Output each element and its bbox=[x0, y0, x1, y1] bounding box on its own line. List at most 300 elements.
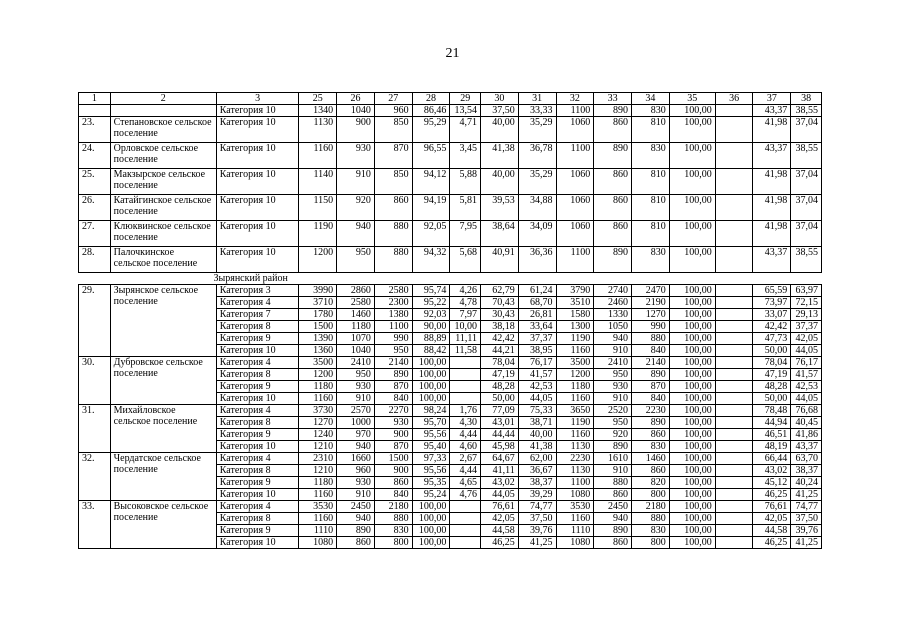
value-cell: 41,86 bbox=[791, 429, 822, 441]
settlement-name: Степановское сельское поселение bbox=[110, 117, 216, 143]
value-cell: 1040 bbox=[337, 105, 375, 117]
value-cell: 38,55 bbox=[791, 105, 822, 117]
value-cell: 36,78 bbox=[518, 143, 556, 169]
header-row bbox=[79, 93, 822, 105]
value-cell: 2520 bbox=[594, 405, 632, 417]
value-cell: 94,12 bbox=[412, 169, 450, 195]
value-cell: 48,28 bbox=[481, 381, 519, 393]
district-name: Зырянский район bbox=[79, 273, 822, 285]
value-cell: 100,00 bbox=[669, 321, 715, 333]
value-cell: 100,00 bbox=[412, 369, 450, 381]
value-cell: 38,37 bbox=[791, 465, 822, 477]
value-cell: 2230 bbox=[556, 453, 594, 465]
value-cell: 40,24 bbox=[791, 477, 822, 489]
value-cell bbox=[715, 465, 753, 477]
value-cell: 1580 bbox=[556, 309, 594, 321]
value-cell: 3730 bbox=[299, 405, 337, 417]
value-cell: 950 bbox=[337, 369, 375, 381]
value-cell: 1180 bbox=[299, 381, 337, 393]
value-cell: 800 bbox=[374, 537, 412, 549]
value-cell: 960 bbox=[337, 465, 375, 477]
value-cell: 1150 bbox=[299, 195, 337, 221]
value-cell: 45,98 bbox=[481, 441, 519, 453]
table-row bbox=[79, 501, 822, 513]
settlement-number: 29. bbox=[79, 285, 111, 357]
value-cell: 40,91 bbox=[481, 247, 519, 273]
value-cell: 38,71 bbox=[518, 417, 556, 429]
value-cell: 2450 bbox=[594, 501, 632, 513]
header-cell: 3 bbox=[216, 93, 299, 105]
value-cell: 10,00 bbox=[450, 321, 481, 333]
value-cell: 98,24 bbox=[412, 405, 450, 417]
value-cell: 1190 bbox=[299, 221, 337, 247]
settlement-name: Макзырское сельское поселение bbox=[110, 169, 216, 195]
value-cell: 50,00 bbox=[481, 393, 519, 405]
value-cell bbox=[715, 143, 753, 169]
value-cell: 900 bbox=[374, 465, 412, 477]
value-cell: 2580 bbox=[337, 297, 375, 309]
value-cell: 1100 bbox=[374, 321, 412, 333]
header-cell: 37 bbox=[753, 93, 791, 105]
table-row bbox=[79, 143, 822, 169]
value-cell: 860 bbox=[594, 195, 632, 221]
value-cell: 11,11 bbox=[450, 333, 481, 345]
value-cell: 900 bbox=[374, 429, 412, 441]
category-cell: Категория 8 bbox=[216, 417, 299, 429]
value-cell: 48,28 bbox=[753, 381, 791, 393]
value-cell: 1160 bbox=[299, 489, 337, 501]
settlement-name: Высоковское сельское поселение bbox=[110, 501, 216, 549]
value-cell: 1160 bbox=[556, 429, 594, 441]
value-cell: 30,43 bbox=[481, 309, 519, 321]
value-cell: 1460 bbox=[337, 309, 375, 321]
value-cell: 95,35 bbox=[412, 477, 450, 489]
category-cell: Категория 4 bbox=[216, 357, 299, 369]
table-row bbox=[79, 195, 822, 221]
category-cell: Категория 10 bbox=[216, 247, 299, 273]
value-cell: 40,45 bbox=[791, 417, 822, 429]
value-cell: 1340 bbox=[299, 105, 337, 117]
value-cell: 63,97 bbox=[791, 285, 822, 297]
settlement-number: 23. bbox=[79, 117, 111, 143]
value-cell: 11,58 bbox=[450, 345, 481, 357]
value-cell: 5,88 bbox=[450, 169, 481, 195]
value-cell: 4,65 bbox=[450, 477, 481, 489]
value-cell: 1270 bbox=[299, 417, 337, 429]
value-cell: 2740 bbox=[594, 285, 632, 297]
value-cell bbox=[715, 429, 753, 441]
value-cell: 1160 bbox=[556, 345, 594, 357]
value-cell bbox=[715, 381, 753, 393]
value-cell: 100,00 bbox=[412, 537, 450, 549]
category-cell: Категория 10 bbox=[216, 143, 299, 169]
value-cell: 62,79 bbox=[481, 285, 519, 297]
category-cell: Категория 4 bbox=[216, 453, 299, 465]
value-cell: 990 bbox=[632, 321, 670, 333]
value-cell bbox=[715, 297, 753, 309]
value-cell: 1100 bbox=[556, 105, 594, 117]
value-cell: 1130 bbox=[556, 441, 594, 453]
value-cell bbox=[450, 513, 481, 525]
value-cell: 2410 bbox=[337, 357, 375, 369]
value-cell: 47,73 bbox=[753, 333, 791, 345]
settlement-number: 33. bbox=[79, 501, 111, 549]
value-cell: 900 bbox=[337, 117, 375, 143]
value-cell: 94,32 bbox=[412, 247, 450, 273]
value-cell: 2180 bbox=[632, 501, 670, 513]
value-cell: 46,25 bbox=[753, 489, 791, 501]
value-cell: 34,09 bbox=[518, 221, 556, 247]
value-cell: 940 bbox=[337, 513, 375, 525]
value-cell: 4,30 bbox=[450, 417, 481, 429]
value-cell: 810 bbox=[632, 195, 670, 221]
table-row bbox=[79, 247, 822, 273]
value-cell: 1160 bbox=[299, 143, 337, 169]
value-cell: 1050 bbox=[594, 321, 632, 333]
value-cell: 41,98 bbox=[753, 221, 791, 247]
value-cell: 63,70 bbox=[791, 453, 822, 465]
category-cell: Категория 8 bbox=[216, 513, 299, 525]
value-cell: 3500 bbox=[299, 357, 337, 369]
value-cell: 39,29 bbox=[518, 489, 556, 501]
value-cell: 33,64 bbox=[518, 321, 556, 333]
table-row bbox=[79, 117, 822, 143]
header-cell: 1 bbox=[79, 93, 111, 105]
value-cell: 860 bbox=[632, 465, 670, 477]
value-cell bbox=[715, 117, 753, 143]
value-cell: 38,55 bbox=[791, 247, 822, 273]
value-cell: 1160 bbox=[556, 393, 594, 405]
value-cell: 5,81 bbox=[450, 195, 481, 221]
tariff-table bbox=[78, 92, 822, 549]
value-cell: 37,04 bbox=[791, 117, 822, 143]
value-cell: 47,19 bbox=[753, 369, 791, 381]
value-cell: 37,04 bbox=[791, 221, 822, 247]
value-cell: 830 bbox=[632, 105, 670, 117]
value-cell: 4,78 bbox=[450, 297, 481, 309]
value-cell: 41,98 bbox=[753, 195, 791, 221]
value-cell: 1060 bbox=[556, 117, 594, 143]
category-cell: Категория 8 bbox=[216, 369, 299, 381]
value-cell: 100,00 bbox=[412, 513, 450, 525]
value-cell: 3530 bbox=[556, 501, 594, 513]
value-cell: 840 bbox=[632, 345, 670, 357]
value-cell: 870 bbox=[374, 143, 412, 169]
value-cell: 830 bbox=[632, 525, 670, 537]
category-cell: Категория 10 bbox=[216, 169, 299, 195]
value-cell: 3990 bbox=[299, 285, 337, 297]
value-cell bbox=[450, 393, 481, 405]
value-cell: 910 bbox=[594, 393, 632, 405]
value-cell: 1210 bbox=[299, 441, 337, 453]
value-cell: 860 bbox=[594, 489, 632, 501]
value-cell: 2470 bbox=[632, 285, 670, 297]
value-cell: 95,56 bbox=[412, 429, 450, 441]
value-cell: 950 bbox=[594, 417, 632, 429]
value-cell: 46,25 bbox=[753, 537, 791, 549]
value-cell: 940 bbox=[594, 513, 632, 525]
value-cell: 2190 bbox=[632, 297, 670, 309]
value-cell: 94,19 bbox=[412, 195, 450, 221]
value-cell: 95,56 bbox=[412, 465, 450, 477]
value-cell: 1500 bbox=[299, 321, 337, 333]
value-cell: 950 bbox=[594, 369, 632, 381]
value-cell: 42,42 bbox=[481, 333, 519, 345]
value-cell: 37,04 bbox=[791, 169, 822, 195]
value-cell: 100,00 bbox=[669, 537, 715, 549]
value-cell: 92,05 bbox=[412, 221, 450, 247]
value-cell: 920 bbox=[594, 429, 632, 441]
page-number: 21 bbox=[445, 46, 460, 61]
value-cell: 95,29 bbox=[412, 117, 450, 143]
value-cell bbox=[715, 417, 753, 429]
value-cell: 43,37 bbox=[753, 105, 791, 117]
value-cell bbox=[715, 501, 753, 513]
settlement-name: Орловское сельское поселение bbox=[110, 143, 216, 169]
value-cell: 910 bbox=[337, 393, 375, 405]
settlement-name: Клюквинское сельское поселение bbox=[110, 221, 216, 247]
value-cell bbox=[715, 441, 753, 453]
value-cell: 33,33 bbox=[518, 105, 556, 117]
category-cell: Категория 9 bbox=[216, 477, 299, 489]
value-cell: 77,09 bbox=[481, 405, 519, 417]
value-cell: 810 bbox=[632, 169, 670, 195]
value-cell: 870 bbox=[374, 381, 412, 393]
value-cell: 44,44 bbox=[481, 429, 519, 441]
value-cell: 44,05 bbox=[791, 345, 822, 357]
value-cell bbox=[715, 369, 753, 381]
value-cell: 64,67 bbox=[481, 453, 519, 465]
value-cell: 50,00 bbox=[753, 393, 791, 405]
value-cell: 1210 bbox=[299, 465, 337, 477]
value-cell: 42,53 bbox=[518, 381, 556, 393]
category-cell: Категория 4 bbox=[216, 501, 299, 513]
value-cell: 890 bbox=[632, 417, 670, 429]
value-cell: 44,21 bbox=[481, 345, 519, 357]
value-cell: 90,00 bbox=[412, 321, 450, 333]
value-cell: 33,07 bbox=[753, 309, 791, 321]
value-cell: 870 bbox=[632, 381, 670, 393]
table-body bbox=[79, 93, 822, 549]
value-cell: 2230 bbox=[632, 405, 670, 417]
value-cell: 100,00 bbox=[669, 501, 715, 513]
value-cell: 890 bbox=[594, 247, 632, 273]
value-cell: 76,17 bbox=[791, 357, 822, 369]
settlement-number: 25. bbox=[79, 169, 111, 195]
value-cell: 41,11 bbox=[481, 465, 519, 477]
value-cell: 950 bbox=[374, 345, 412, 357]
value-cell: 1100 bbox=[556, 143, 594, 169]
value-cell: 1160 bbox=[556, 513, 594, 525]
header-cell: 31 bbox=[518, 93, 556, 105]
value-cell: 40,00 bbox=[481, 117, 519, 143]
value-cell bbox=[450, 501, 481, 513]
value-cell: 2860 bbox=[337, 285, 375, 297]
value-cell: 1660 bbox=[337, 453, 375, 465]
value-cell bbox=[715, 525, 753, 537]
value-cell: 74,77 bbox=[518, 501, 556, 513]
category-cell: Категория 3 bbox=[216, 285, 299, 297]
value-cell: 36,67 bbox=[518, 465, 556, 477]
value-cell: 34,88 bbox=[518, 195, 556, 221]
category-cell: Категория 10 bbox=[216, 393, 299, 405]
value-cell: 860 bbox=[594, 537, 632, 549]
value-cell: 100,00 bbox=[669, 369, 715, 381]
value-cell: 880 bbox=[374, 513, 412, 525]
value-cell: 100,00 bbox=[669, 393, 715, 405]
category-cell: Категория 10 bbox=[216, 117, 299, 143]
value-cell: 1270 bbox=[632, 309, 670, 321]
value-cell bbox=[450, 357, 481, 369]
value-cell: 44,05 bbox=[481, 489, 519, 501]
value-cell: 88,89 bbox=[412, 333, 450, 345]
value-cell: 100,00 bbox=[669, 453, 715, 465]
value-cell: 1390 bbox=[299, 333, 337, 345]
value-cell: 70,43 bbox=[481, 297, 519, 309]
category-cell: Категория 8 bbox=[216, 321, 299, 333]
value-cell: 4,71 bbox=[450, 117, 481, 143]
value-cell: 860 bbox=[374, 477, 412, 489]
value-cell: 100,00 bbox=[669, 465, 715, 477]
value-cell: 76,61 bbox=[481, 501, 519, 513]
value-cell: 5,68 bbox=[450, 247, 481, 273]
value-cell: 41,25 bbox=[518, 537, 556, 549]
value-cell bbox=[715, 321, 753, 333]
value-cell: 7,95 bbox=[450, 221, 481, 247]
value-cell: 76,68 bbox=[791, 405, 822, 417]
category-cell: Категория 4 bbox=[216, 297, 299, 309]
value-cell: 1080 bbox=[556, 489, 594, 501]
value-cell: 890 bbox=[594, 143, 632, 169]
settlement-number: 27. bbox=[79, 221, 111, 247]
value-cell bbox=[715, 247, 753, 273]
settlement-number: 26. bbox=[79, 195, 111, 221]
header-cell: 27 bbox=[374, 93, 412, 105]
settlement-number: 31. bbox=[79, 405, 111, 453]
value-cell: 7,97 bbox=[450, 309, 481, 321]
value-cell: 42,42 bbox=[753, 321, 791, 333]
category-cell: Категория 10 bbox=[216, 105, 299, 117]
value-cell: 970 bbox=[337, 429, 375, 441]
table-row bbox=[79, 169, 822, 195]
value-cell: 1130 bbox=[299, 117, 337, 143]
value-cell: 850 bbox=[374, 117, 412, 143]
value-cell: 1070 bbox=[337, 333, 375, 345]
value-cell: 1060 bbox=[556, 221, 594, 247]
value-cell: 2270 bbox=[374, 405, 412, 417]
value-cell: 930 bbox=[337, 143, 375, 169]
value-cell: 1240 bbox=[299, 429, 337, 441]
value-cell: 40,00 bbox=[481, 169, 519, 195]
value-cell: 62,00 bbox=[518, 453, 556, 465]
value-cell: 100,00 bbox=[669, 417, 715, 429]
value-cell: 890 bbox=[594, 441, 632, 453]
value-cell: 100,00 bbox=[669, 381, 715, 393]
value-cell: 880 bbox=[594, 477, 632, 489]
value-cell: 930 bbox=[594, 381, 632, 393]
header-cell: 26 bbox=[337, 93, 375, 105]
category-cell: Категория 9 bbox=[216, 525, 299, 537]
settlement-number: 30. bbox=[79, 357, 111, 405]
value-cell: 95,70 bbox=[412, 417, 450, 429]
value-cell: 100,00 bbox=[669, 477, 715, 489]
value-cell: 1380 bbox=[374, 309, 412, 321]
value-cell: 840 bbox=[632, 393, 670, 405]
value-cell: 860 bbox=[337, 537, 375, 549]
value-cell: 1200 bbox=[299, 369, 337, 381]
category-cell: Категория 10 bbox=[216, 441, 299, 453]
value-cell bbox=[715, 393, 753, 405]
value-cell: 95,40 bbox=[412, 441, 450, 453]
value-cell bbox=[715, 477, 753, 489]
value-cell: 3790 bbox=[556, 285, 594, 297]
value-cell: 910 bbox=[337, 169, 375, 195]
table-row bbox=[79, 357, 822, 369]
value-cell: 41,57 bbox=[791, 369, 822, 381]
value-cell bbox=[450, 525, 481, 537]
value-cell: 86,46 bbox=[412, 105, 450, 117]
value-cell: 890 bbox=[337, 525, 375, 537]
table-row bbox=[79, 105, 822, 117]
value-cell bbox=[715, 453, 753, 465]
value-cell: 100,00 bbox=[669, 221, 715, 247]
value-cell: 940 bbox=[594, 333, 632, 345]
value-cell: 930 bbox=[374, 417, 412, 429]
value-cell: 100,00 bbox=[669, 297, 715, 309]
value-cell: 100,00 bbox=[669, 489, 715, 501]
value-cell: 810 bbox=[632, 117, 670, 143]
value-cell bbox=[715, 309, 753, 321]
value-cell: 1130 bbox=[556, 465, 594, 477]
value-cell: 95,24 bbox=[412, 489, 450, 501]
value-cell: 930 bbox=[337, 477, 375, 489]
value-cell: 37,37 bbox=[518, 333, 556, 345]
settlement-name: Палочкинское сельское поселение bbox=[110, 247, 216, 273]
value-cell: 96,55 bbox=[412, 143, 450, 169]
value-cell: 2,67 bbox=[450, 453, 481, 465]
value-cell: 3,45 bbox=[450, 143, 481, 169]
value-cell bbox=[450, 537, 481, 549]
settlement-name: Дубровское сельское поселение bbox=[110, 357, 216, 405]
value-cell: 41,57 bbox=[518, 369, 556, 381]
value-cell: 2310 bbox=[299, 453, 337, 465]
value-cell: 44,05 bbox=[518, 393, 556, 405]
value-cell: 45,12 bbox=[753, 477, 791, 489]
value-cell: 44,58 bbox=[753, 525, 791, 537]
settlement-name: Катайгинское сельское поселение bbox=[110, 195, 216, 221]
value-cell bbox=[715, 489, 753, 501]
value-cell: 38,37 bbox=[518, 477, 556, 489]
value-cell: 100,00 bbox=[412, 381, 450, 393]
value-cell: 2300 bbox=[374, 297, 412, 309]
table-row bbox=[79, 453, 822, 465]
value-cell: 100,00 bbox=[669, 285, 715, 297]
category-cell: Категория 7 bbox=[216, 309, 299, 321]
settlement-name: Михайловское сельское поселение bbox=[110, 405, 216, 453]
value-cell: 3530 bbox=[299, 501, 337, 513]
value-cell: 1460 bbox=[632, 453, 670, 465]
header-cell: 34 bbox=[632, 93, 670, 105]
category-cell: Категория 9 bbox=[216, 333, 299, 345]
value-cell: 1110 bbox=[299, 525, 337, 537]
value-cell: 1060 bbox=[556, 169, 594, 195]
value-cell: 100,00 bbox=[669, 333, 715, 345]
value-cell: 990 bbox=[374, 333, 412, 345]
value-cell: 41,98 bbox=[753, 169, 791, 195]
value-cell: 860 bbox=[374, 195, 412, 221]
value-cell: 950 bbox=[337, 247, 375, 273]
value-cell bbox=[450, 369, 481, 381]
